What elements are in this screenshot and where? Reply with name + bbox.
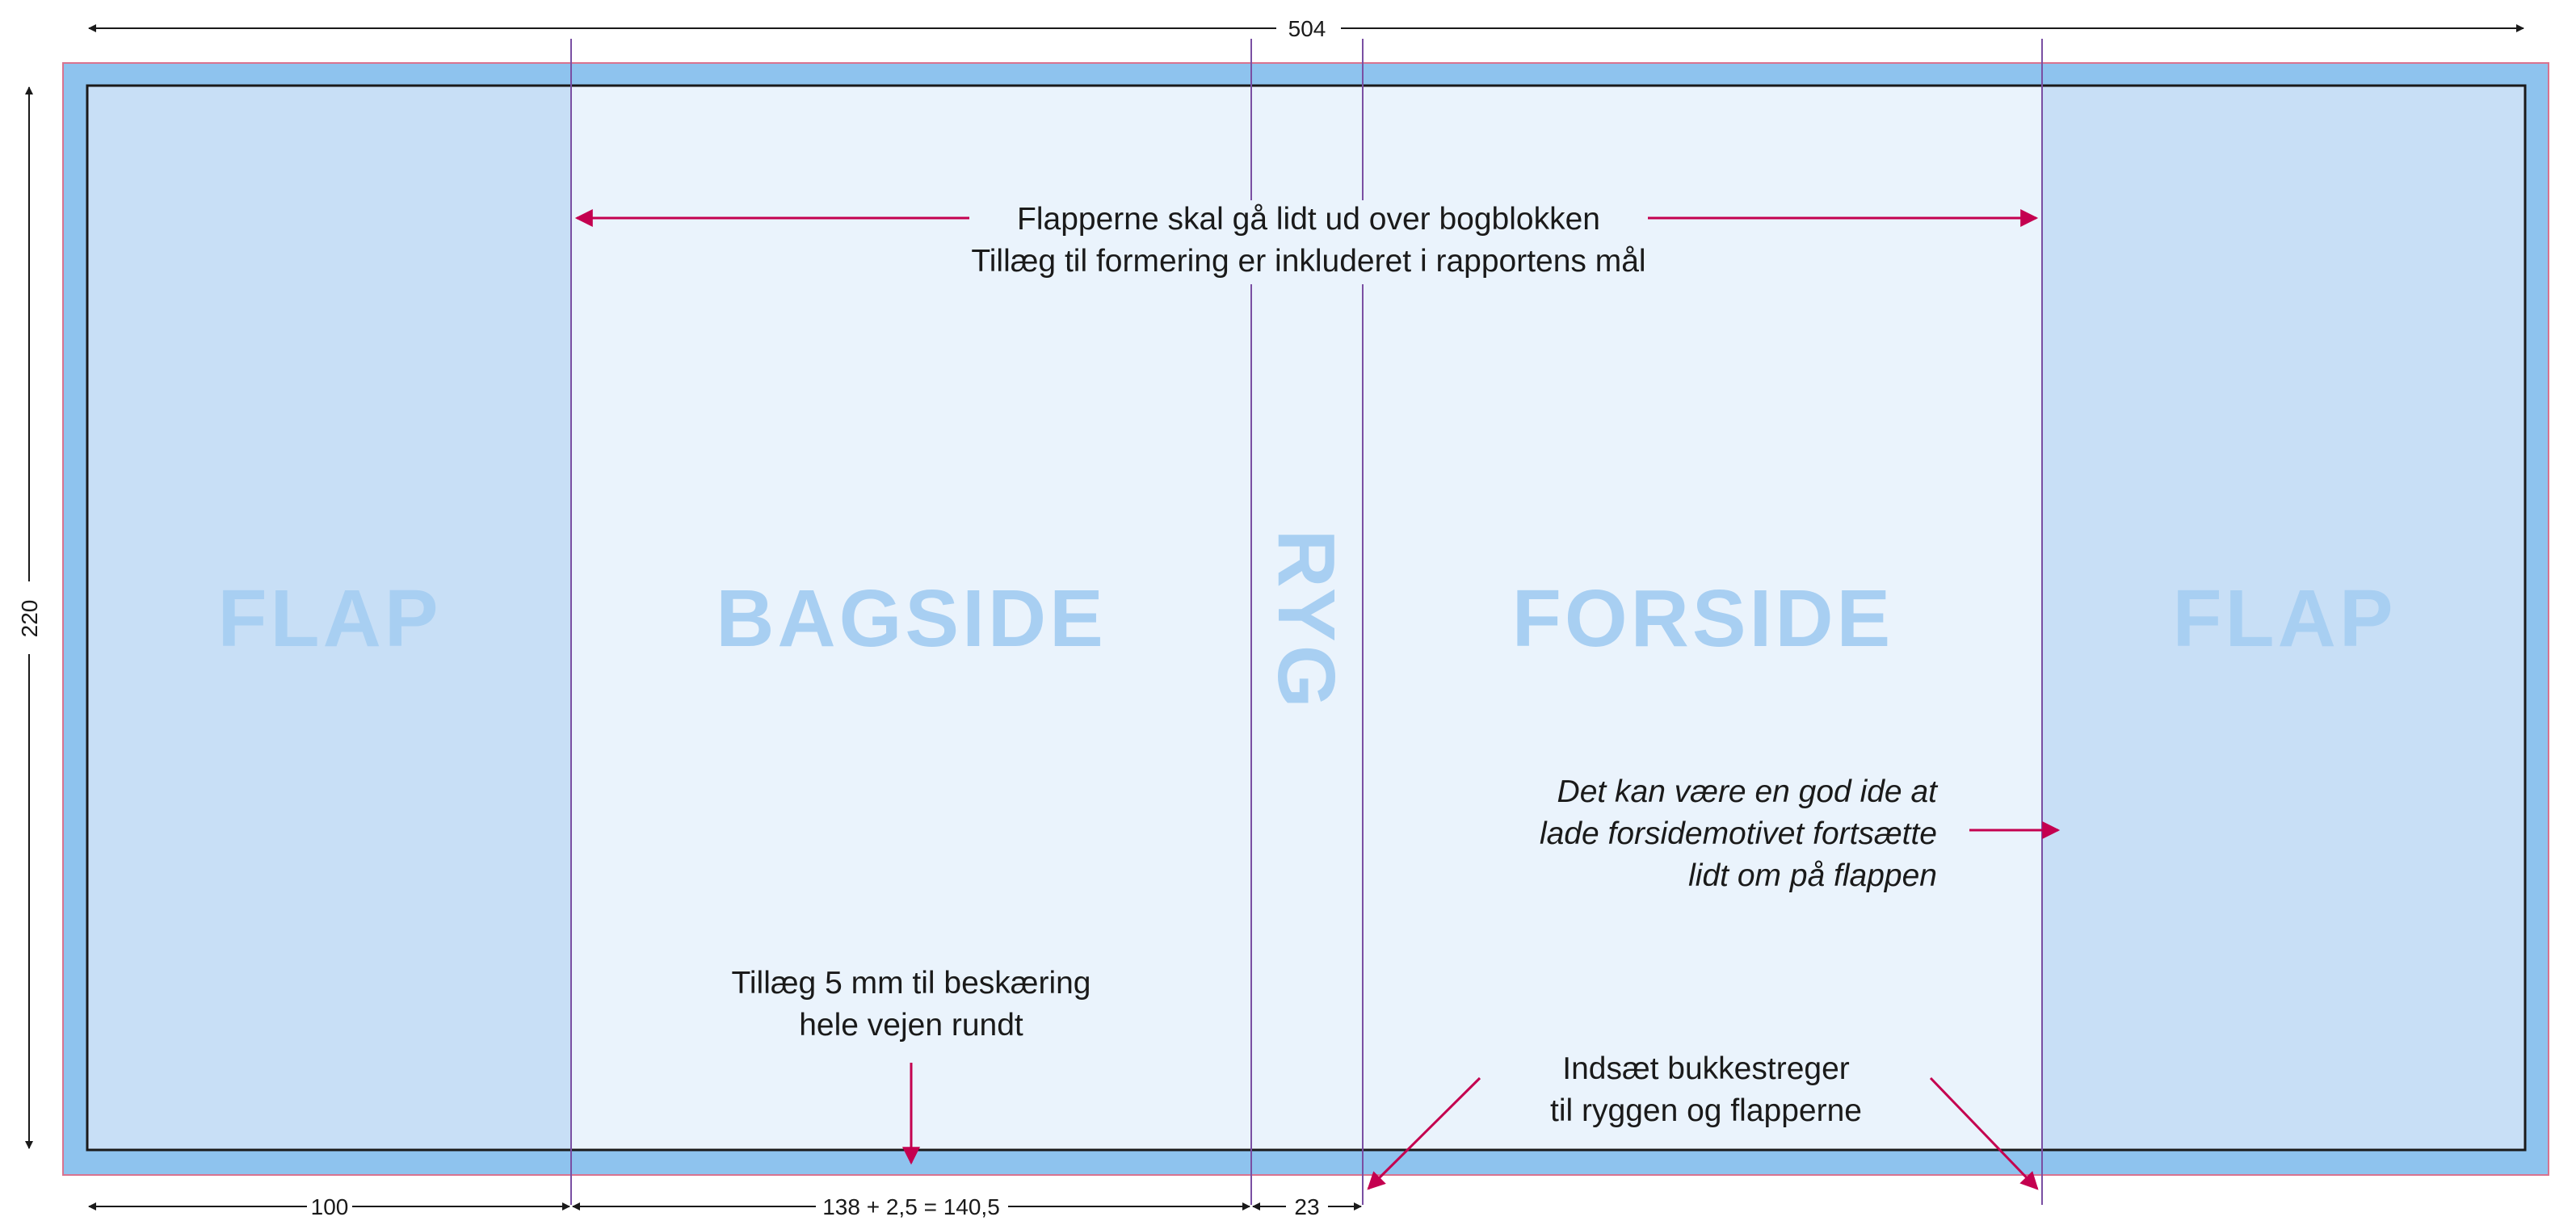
crease-note-line1: Indsæt bukkestreger	[1562, 1051, 1850, 1086]
dim-spine-label: 23	[1294, 1194, 1320, 1219]
idea-note-line2: lade forsidemotivet fortsætte	[1539, 816, 1937, 851]
top-note-line1: Flapperne skal gå lidt ud over bogblokken	[1017, 202, 1600, 237]
forside-label: FORSIDE	[1511, 573, 1894, 664]
dim-flap-label: 100	[310, 1194, 349, 1219]
flap-left-label: FLAP	[217, 573, 442, 664]
crease-note-line2: til ryggen og flapperne	[1550, 1093, 1862, 1128]
trim-note-line1: Tillæg 5 mm til beskæring	[731, 966, 1091, 1001]
idea-note-line1: Det kan være en god ide at	[1557, 774, 1937, 809]
flap-right-label: FLAP	[2172, 573, 2397, 664]
idea-note-line3: lidt om på flappen	[1688, 858, 1937, 893]
top-note-line2: Tillæg til formering er inkluderet i rapportens mål	[971, 244, 1646, 279]
ryg-label: RYG	[1261, 529, 1351, 711]
dim-height-label: 220	[17, 599, 42, 638]
dim-back-label: 138 + 2,5 = 140,5	[822, 1194, 1000, 1219]
trim-note-line2: hele vejen rundt	[799, 1008, 1023, 1043]
bagside-label: BAGSIDE	[716, 573, 1107, 664]
dim-total-width-label: 504	[1288, 16, 1326, 41]
